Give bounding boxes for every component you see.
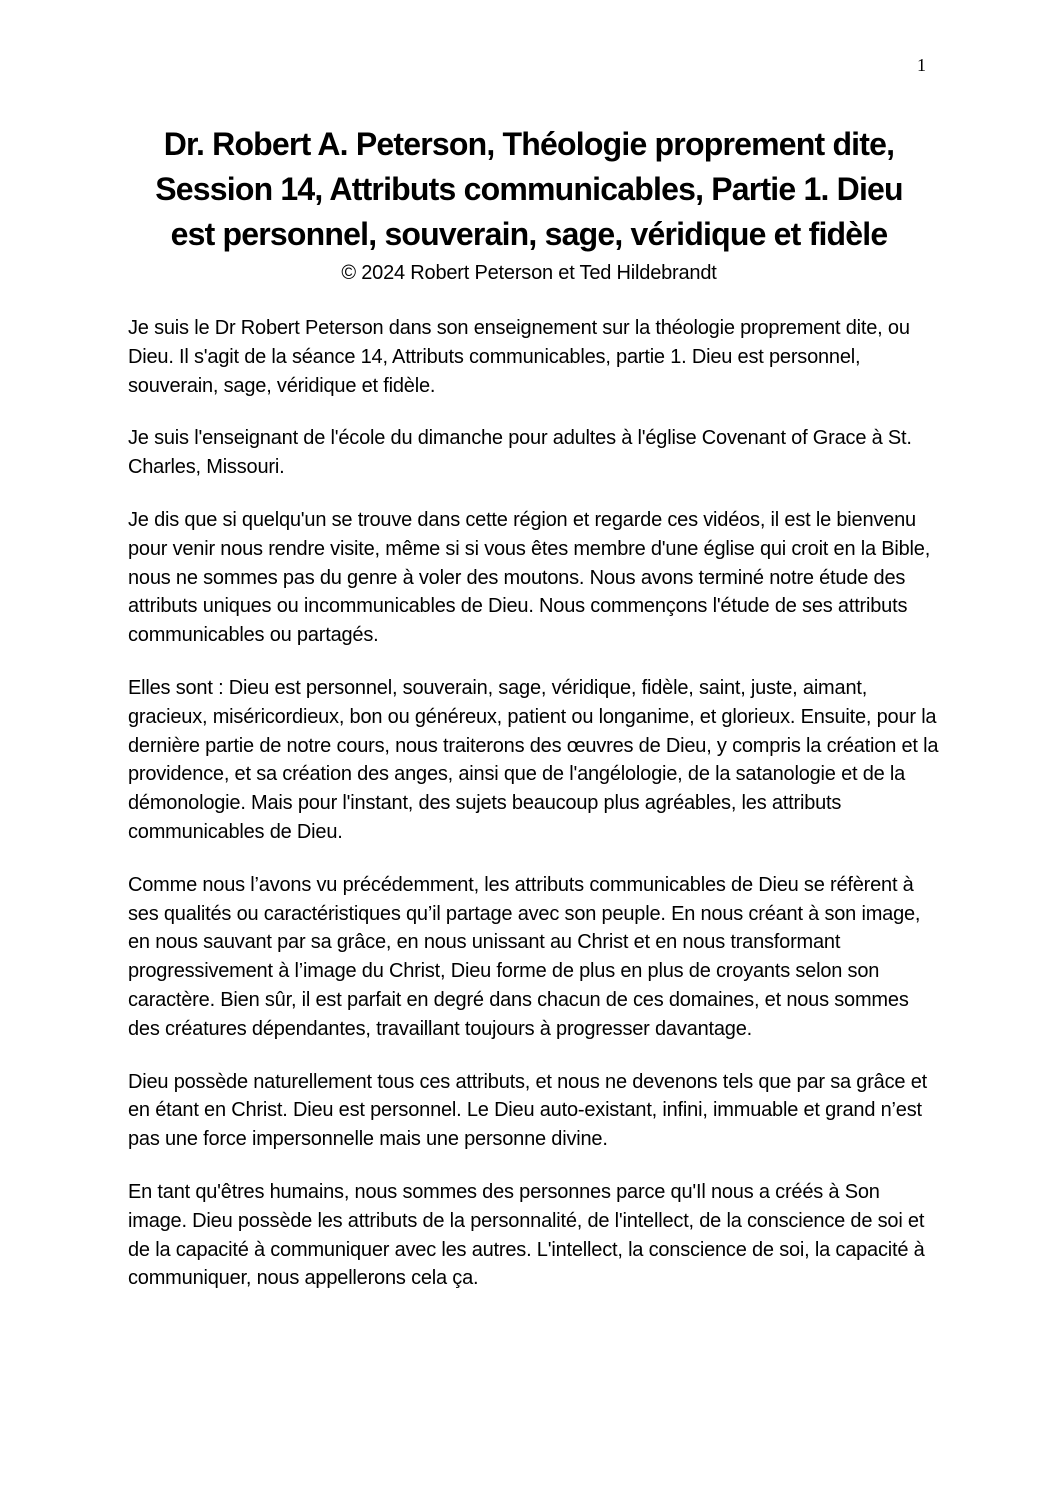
- document-title: [0, 0, 1058, 257]
- title-line: Dr. Robert A. Peterson, Théologie proprement dite,: [163, 126, 895, 162]
- paragraph: Je suis le Dr Robert Peterson dans son enseignement sur la théologie proprement dite, ou Dieu. Il s'agit de la séance 14, Attributs communicables, partie 1. Dieu est personnel, souverain, sage, véridique et fidèle.: [128, 317, 910, 397]
- copyright-line: © 2024 Robert Peterson et Ted Hildebrandt: [341, 262, 717, 284]
- page-number: 1: [917, 55, 926, 75]
- paragraph: En tant qu'êtres humains, nous sommes des personnes parce qu'Il nous a créés à Son image. Dieu possède les attributs de la personnalité, de l'intellect, de la conscience de soi et de la capacité à communiquer avec les autres. L'intellect, la conscience de soi, la capacité à communiquer, nous appellerons cela ça.: [128, 1180, 925, 1290]
- title-line: Session 14, Attributs communicables, Partie 1. Dieu: [155, 171, 903, 207]
- paragraph: Je suis l'enseignant de l'école du dimanche pour adultes à l'église Covenant of Grace à St. Charles, Missouri.: [128, 427, 912, 479]
- title-line: est personnel, souverain, sage, véridique et fidèle: [170, 216, 888, 252]
- paragraph: Dieu possède naturellement tous ces attributs, et nous ne devenons tels que par sa grâce et en étant en Christ. Dieu est personnel. Le Dieu auto-existant, infini, immuable et grand n’est pas une force impersonnelle mais une personne divine.: [128, 1070, 927, 1151]
- document-body: [128, 314, 940, 1293]
- paragraph: Elles sont : Dieu est personnel, souverain, sage, véridique, fidèle, saint, juste, aimant, gracieux, miséricordieux, bon ou généreux, patient ou longanime, et glorieux. Ensuite, pour la dernière partie de notre cours, nous traiterons des œuvres de Dieu, y compris la création et la providence, et sa création des anges, ainsi que de l'angélologie, de la satanologie et de la démonologie. Mais pour l'instant, des sujets beaucoup plus agréables, les attributs communicables de Dieu.: [128, 676, 939, 843]
- paragraph: Comme nous l’avons vu précédemment, les attributs communicables de Dieu se réfèrent à ses qualités ou caractéristiques qu’il partage avec son peuple. En nous créant à son image, en nous sauvant par sa grâce, en nous unissant au Christ et en nous transformant progressivement à l’image du Christ, Dieu forme de plus en plus de croyants selon son caractère. Bien sûr, il est parfait en degré dans chacun de ces domaines, et nous sommes des créatures dépendantes, travaillant toujours à progresser davantage.: [128, 873, 921, 1040]
- paragraph: Je dis que si quelqu'un se trouve dans cette région et regarde ces vidéos, il est le bienvenu pour venir nous rendre visite, même si si vous êtes membre d'une église qui croit en la Bible, nous ne sommes pas du genre à voler des moutons. Nous avons terminé notre étude des attributs uniques ou incommunicables de Dieu. Nous commençons l'étude de ses attributs communicables ou partagés.: [128, 508, 931, 647]
